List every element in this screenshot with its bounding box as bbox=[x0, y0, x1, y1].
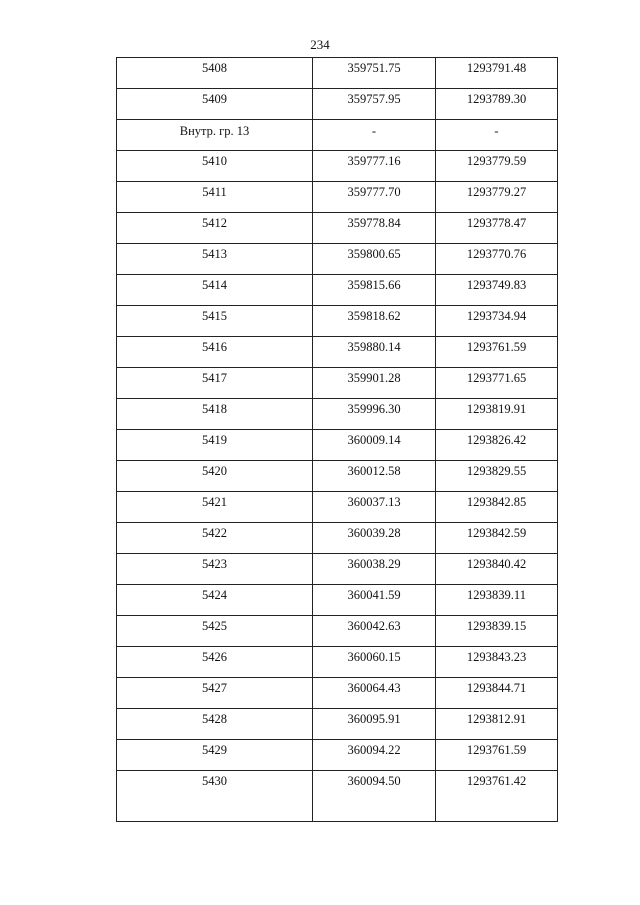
table-row bbox=[117, 182, 558, 213]
table-row bbox=[117, 151, 558, 182]
point-cell bbox=[117, 430, 313, 461]
y-value: 1293771.65 bbox=[466, 371, 527, 385]
x-cell bbox=[313, 275, 436, 306]
table-row bbox=[117, 368, 558, 399]
x-cell bbox=[313, 213, 436, 244]
x-cell bbox=[313, 306, 436, 337]
x-value: 359751.75 bbox=[347, 61, 401, 75]
x-value: 360094.50 bbox=[347, 774, 401, 788]
point-cell bbox=[117, 213, 313, 244]
point-cell bbox=[117, 58, 313, 89]
coordinates-table-body bbox=[117, 58, 558, 822]
point-label: 5412 bbox=[202, 216, 227, 230]
y-value: 1293779.59 bbox=[466, 154, 527, 168]
y-cell bbox=[436, 616, 558, 647]
y-value: 1293761.42 bbox=[466, 774, 527, 788]
y-value: 1293842.59 bbox=[466, 526, 527, 540]
x-value: 359777.70 bbox=[347, 185, 401, 199]
y-value: 1293839.15 bbox=[466, 619, 527, 633]
point-cell bbox=[117, 585, 313, 616]
point-label: 5409 bbox=[202, 92, 227, 106]
y-cell bbox=[436, 244, 558, 275]
y-cell bbox=[436, 213, 558, 244]
y-value: 1293789.30 bbox=[466, 92, 527, 106]
x-cell bbox=[313, 58, 436, 89]
table-row bbox=[117, 554, 558, 585]
x-cell bbox=[313, 709, 436, 740]
point-label: 5410 bbox=[202, 154, 227, 168]
point-label: 5420 bbox=[202, 464, 227, 478]
table-row bbox=[117, 523, 558, 554]
y-value: 1293844.71 bbox=[466, 681, 527, 695]
point-label: 5414 bbox=[202, 278, 227, 292]
point-label: 5415 bbox=[202, 309, 227, 323]
y-cell bbox=[436, 58, 558, 89]
y-value: 1293840.42 bbox=[466, 557, 527, 571]
y-value: 1293812.91 bbox=[466, 712, 527, 726]
table-row bbox=[117, 709, 558, 740]
x-value: 359777.16 bbox=[347, 154, 401, 168]
x-cell bbox=[313, 523, 436, 554]
point-cell bbox=[117, 89, 313, 120]
y-cell bbox=[436, 182, 558, 213]
group-label: Внутр. гр. 13 bbox=[179, 124, 250, 138]
y-value: 1293761.59 bbox=[466, 340, 527, 354]
y-cell bbox=[436, 337, 558, 368]
x-value: 360037.13 bbox=[347, 495, 401, 509]
table-row bbox=[117, 58, 558, 89]
point-label: 5426 bbox=[202, 650, 227, 664]
page-number: 234 bbox=[310, 37, 330, 52]
table-row bbox=[117, 399, 558, 430]
y-cell bbox=[436, 647, 558, 678]
table-row bbox=[117, 337, 558, 368]
point-label: 5427 bbox=[202, 681, 227, 695]
y-cell bbox=[436, 430, 558, 461]
y-cell bbox=[436, 399, 558, 430]
x-cell bbox=[313, 430, 436, 461]
y-value: 1293843.23 bbox=[466, 650, 527, 664]
y-cell bbox=[436, 585, 558, 616]
y-value: 1293791.48 bbox=[466, 61, 527, 75]
x-cell bbox=[313, 616, 436, 647]
x-cell bbox=[313, 461, 436, 492]
y-value: 1293842.85 bbox=[466, 495, 527, 509]
x-value: 360009.14 bbox=[347, 433, 401, 447]
table-row bbox=[117, 306, 558, 337]
x-cell bbox=[313, 647, 436, 678]
y-value: 1293779.27 bbox=[466, 185, 527, 199]
x-cell bbox=[313, 554, 436, 585]
point-cell bbox=[117, 616, 313, 647]
x-value: 360038.29 bbox=[347, 557, 401, 571]
x-cell bbox=[313, 399, 436, 430]
point-cell bbox=[117, 678, 313, 709]
y-cell bbox=[436, 678, 558, 709]
point-label: 5419 bbox=[202, 433, 227, 447]
table-row bbox=[117, 740, 558, 771]
point-cell bbox=[117, 461, 313, 492]
point-label: 5428 bbox=[202, 712, 227, 726]
y-value: 1293829.55 bbox=[466, 464, 527, 478]
y-cell bbox=[436, 523, 558, 554]
x-cell bbox=[313, 151, 436, 182]
y-cell bbox=[436, 461, 558, 492]
x-value: 359778.84 bbox=[347, 216, 401, 230]
y-value: 1293839.11 bbox=[467, 588, 526, 602]
point-cell bbox=[117, 554, 313, 585]
y-cell bbox=[436, 740, 558, 771]
x-value: 360039.28 bbox=[347, 526, 401, 540]
point-cell bbox=[117, 368, 313, 399]
point-cell bbox=[117, 709, 313, 740]
table-row bbox=[117, 616, 558, 647]
point-cell bbox=[117, 182, 313, 213]
x-cell bbox=[313, 89, 436, 120]
y-value: 1293826.42 bbox=[466, 433, 527, 447]
point-label: 5424 bbox=[202, 588, 227, 602]
x-value: 360012.58 bbox=[347, 464, 401, 478]
x-value: 360042.63 bbox=[347, 619, 401, 633]
point-label: 5429 bbox=[202, 743, 227, 757]
x-cell bbox=[313, 492, 436, 523]
y-cell bbox=[436, 151, 558, 182]
x-value: 359815.66 bbox=[347, 278, 401, 292]
point-label: 5416 bbox=[202, 340, 227, 354]
x-cell bbox=[313, 585, 436, 616]
table-row bbox=[117, 275, 558, 306]
table-row-group-header bbox=[117, 120, 558, 151]
point-cell bbox=[117, 647, 313, 678]
y-value: - bbox=[494, 124, 499, 138]
point-cell bbox=[117, 244, 313, 275]
x-cell bbox=[313, 678, 436, 709]
point-label: 5418 bbox=[202, 402, 227, 416]
x-value: 360064.43 bbox=[347, 681, 401, 695]
x-cell bbox=[313, 120, 436, 151]
point-label: 5411 bbox=[202, 185, 227, 199]
point-label: 5421 bbox=[202, 495, 227, 509]
x-value: 359757.95 bbox=[347, 92, 401, 106]
y-cell bbox=[436, 120, 558, 151]
y-value: 1293778.47 bbox=[466, 216, 527, 230]
point-label: 5408 bbox=[202, 61, 227, 75]
x-cell bbox=[313, 740, 436, 771]
point-cell bbox=[117, 306, 313, 337]
table-row bbox=[117, 678, 558, 709]
coordinates-table bbox=[116, 57, 558, 822]
table-row bbox=[117, 213, 558, 244]
x-cell bbox=[313, 182, 436, 213]
x-cell bbox=[313, 244, 436, 275]
x-value: 359880.14 bbox=[347, 340, 401, 354]
y-cell bbox=[436, 275, 558, 306]
y-cell bbox=[436, 492, 558, 523]
table-row bbox=[117, 89, 558, 120]
table-row bbox=[117, 461, 558, 492]
point-cell bbox=[117, 771, 313, 822]
x-cell bbox=[313, 368, 436, 399]
x-value: 360060.15 bbox=[347, 650, 401, 664]
y-cell bbox=[436, 771, 558, 822]
table-row bbox=[117, 585, 558, 616]
y-cell bbox=[436, 89, 558, 120]
point-label: 5423 bbox=[202, 557, 227, 571]
y-cell bbox=[436, 554, 558, 585]
point-cell bbox=[117, 337, 313, 368]
x-value: 359996.30 bbox=[347, 402, 401, 416]
table-row bbox=[117, 771, 558, 822]
point-label: 5425 bbox=[202, 619, 227, 633]
y-value: 1293819.91 bbox=[466, 402, 527, 416]
point-label: 5417 bbox=[202, 371, 227, 385]
y-value: 1293734.94 bbox=[466, 309, 527, 323]
y-cell bbox=[436, 306, 558, 337]
table-row bbox=[117, 492, 558, 523]
y-cell bbox=[436, 709, 558, 740]
x-cell bbox=[313, 771, 436, 822]
point-cell bbox=[117, 492, 313, 523]
point-label: 5413 bbox=[202, 247, 227, 261]
point-label: 5430 bbox=[202, 774, 227, 788]
x-value: 359800.65 bbox=[347, 247, 401, 261]
x-value: 360095.91 bbox=[347, 712, 401, 726]
y-value: 1293761.59 bbox=[466, 743, 527, 757]
x-cell bbox=[313, 337, 436, 368]
x-value: 359818.62 bbox=[347, 309, 401, 323]
table-row bbox=[117, 430, 558, 461]
y-value: 1293770.76 bbox=[466, 247, 527, 261]
point-cell bbox=[117, 399, 313, 430]
point-cell bbox=[117, 151, 313, 182]
x-value: 360094.22 bbox=[347, 743, 401, 757]
point-cell bbox=[117, 740, 313, 771]
table-row bbox=[117, 647, 558, 678]
x-value: 360041.59 bbox=[347, 588, 401, 602]
point-cell bbox=[117, 275, 313, 306]
point-cell bbox=[117, 523, 313, 554]
x-value: 359901.28 bbox=[347, 371, 401, 385]
table-row bbox=[117, 244, 558, 275]
y-value: 1293749.83 bbox=[466, 278, 527, 292]
point-label: 5422 bbox=[202, 526, 227, 540]
y-cell bbox=[436, 368, 558, 399]
point-cell bbox=[117, 120, 313, 151]
x-value: - bbox=[371, 124, 377, 138]
